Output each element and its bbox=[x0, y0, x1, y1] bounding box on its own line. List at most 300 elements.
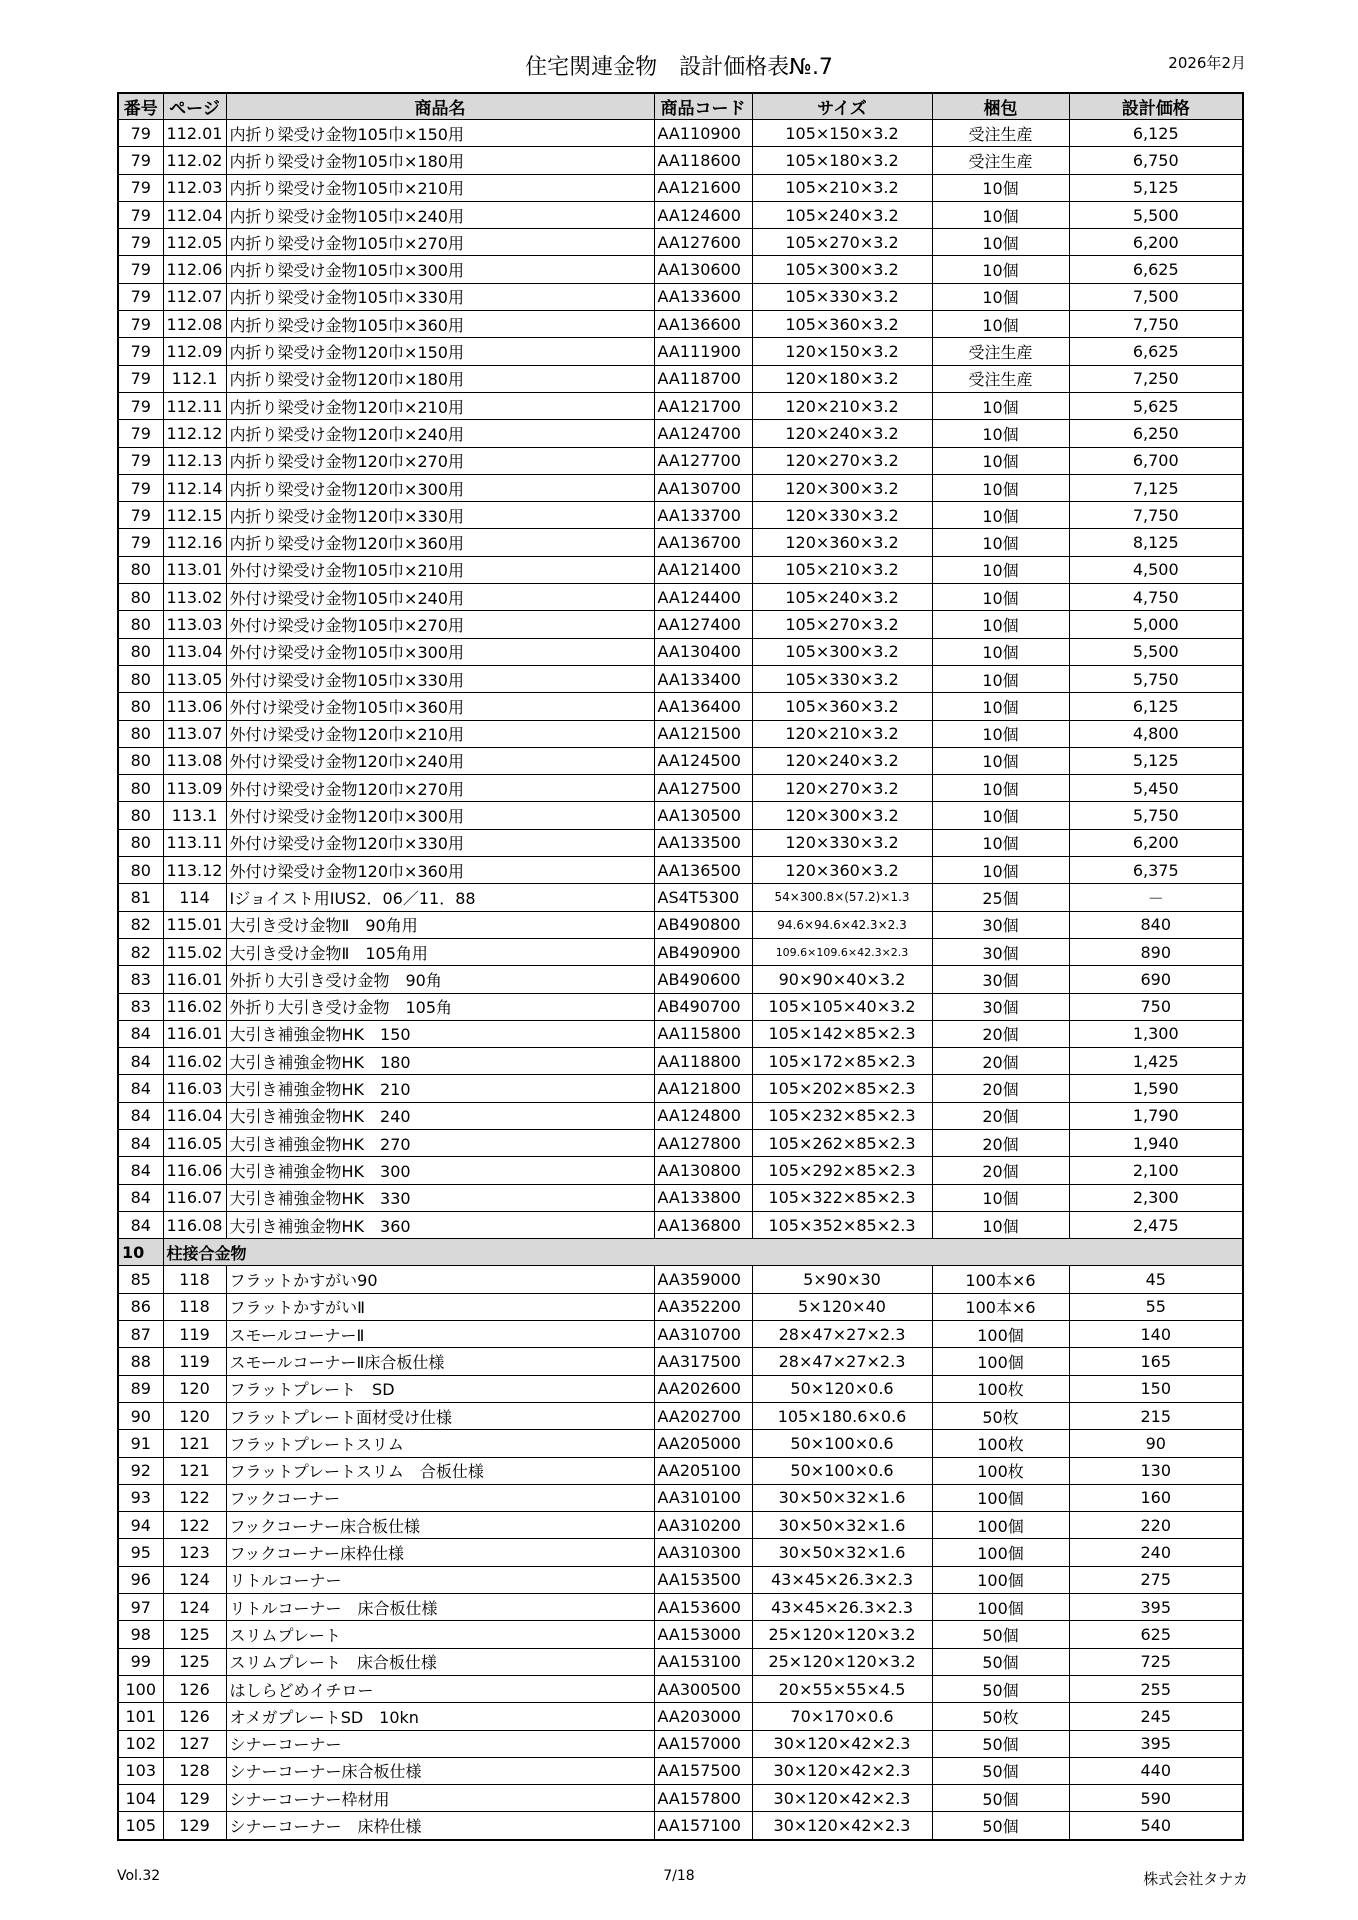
table-row bbox=[118, 1375, 1243, 1402]
cell-packing: 10個 bbox=[932, 829, 1069, 856]
cell-product-code: AA153100 bbox=[654, 1648, 752, 1675]
cell-product-name: 内折り梁受け金物120巾×300用 bbox=[226, 474, 654, 501]
cell-page: 124 bbox=[163, 1594, 226, 1621]
cell-size: 105×300×3.2 bbox=[752, 256, 932, 283]
cell-price: 7,125 bbox=[1069, 474, 1243, 501]
footer-company: 株式会社タナカ bbox=[1143, 1870, 1248, 1888]
cell-product-code: AB490900 bbox=[654, 938, 752, 965]
table-row bbox=[118, 1348, 1243, 1375]
cell-price: 395 bbox=[1069, 1730, 1243, 1757]
cell-price: 7,250 bbox=[1069, 365, 1243, 392]
cell-product-name: 外付け梁受け金物120巾×360用 bbox=[226, 857, 654, 884]
cell-product-name: 大引き補強金物HK 300 bbox=[226, 1157, 654, 1184]
cell-price: 6,250 bbox=[1069, 420, 1243, 447]
cell-number: 93 bbox=[118, 1484, 163, 1511]
cell-price: 215 bbox=[1069, 1402, 1243, 1429]
cell-product-name: 内折り梁受け金物105巾×210用 bbox=[226, 174, 654, 201]
cell-packing: 25個 bbox=[932, 884, 1069, 911]
cell-price: 690 bbox=[1069, 966, 1243, 993]
cell-product-name: 大引き受け金物Ⅱ 105角用 bbox=[226, 938, 654, 965]
table-row bbox=[118, 1484, 1243, 1511]
cell-price: 90 bbox=[1069, 1430, 1243, 1457]
cell-page: 113.12 bbox=[163, 857, 226, 884]
cell-product-code: AA133600 bbox=[654, 283, 752, 310]
cell-price: 220 bbox=[1069, 1512, 1243, 1539]
cell-product-name: 内折り梁受け金物105巾×270用 bbox=[226, 229, 654, 256]
cell-packing: 100個 bbox=[932, 1539, 1069, 1566]
table-row bbox=[118, 447, 1243, 474]
cell-price: 2,475 bbox=[1069, 1211, 1243, 1238]
cell-product-code: AA121500 bbox=[654, 720, 752, 747]
cell-product-code: AA127500 bbox=[654, 775, 752, 802]
cell-page: 112.03 bbox=[163, 174, 226, 201]
cell-size: 50×100×0.6 bbox=[752, 1430, 932, 1457]
cell-product-code: AA202600 bbox=[654, 1375, 752, 1402]
cell-number: 101 bbox=[118, 1703, 163, 1730]
cell-number: 88 bbox=[118, 1348, 163, 1375]
cell-price: 725 bbox=[1069, 1648, 1243, 1675]
cell-product-name: 外付け梁受け金物120巾×300用 bbox=[226, 802, 654, 829]
section-header-row bbox=[118, 1239, 1243, 1266]
cell-price: 255 bbox=[1069, 1675, 1243, 1702]
cell-product-name: フラットプレートスリム bbox=[226, 1430, 654, 1457]
cell-size: 105×202×85×2.3 bbox=[752, 1075, 932, 1102]
cell-product-name: フラットかすがい90 bbox=[226, 1266, 654, 1293]
cell-size: 120×360×3.2 bbox=[752, 529, 932, 556]
cell-price: 395 bbox=[1069, 1594, 1243, 1621]
cell-page: 116.05 bbox=[163, 1129, 226, 1156]
cell-product-code: AA157100 bbox=[654, 1812, 752, 1840]
cell-product-code: AA310700 bbox=[654, 1321, 752, 1348]
cell-price: 840 bbox=[1069, 911, 1243, 938]
cell-price: 625 bbox=[1069, 1621, 1243, 1648]
cell-packing: 10個 bbox=[932, 802, 1069, 829]
cell-product-name: シナーコーナー枠材用 bbox=[226, 1785, 654, 1812]
cell-product-name: フックコーナー bbox=[226, 1484, 654, 1511]
cell-packing: 10個 bbox=[932, 502, 1069, 529]
table-row bbox=[118, 392, 1243, 419]
price-table bbox=[117, 92, 1244, 1841]
cell-packing: 10個 bbox=[932, 638, 1069, 665]
cell-product-code: AA203000 bbox=[654, 1703, 752, 1730]
cell-product-code: AA359000 bbox=[654, 1266, 752, 1293]
cell-number: 82 bbox=[118, 938, 163, 965]
cell-size: 50×120×0.6 bbox=[752, 1375, 932, 1402]
cell-page: 112.02 bbox=[163, 147, 226, 174]
table-row bbox=[118, 1512, 1243, 1539]
cell-number: 94 bbox=[118, 1512, 163, 1539]
table-row bbox=[118, 693, 1243, 720]
table-row bbox=[118, 338, 1243, 365]
cell-number: 89 bbox=[118, 1375, 163, 1402]
cell-size: 105×270×3.2 bbox=[752, 229, 932, 256]
cell-page: 116.01 bbox=[163, 1020, 226, 1047]
cell-price: 2,300 bbox=[1069, 1184, 1243, 1211]
table-row bbox=[118, 1566, 1243, 1593]
cell-size: 120×240×3.2 bbox=[752, 747, 932, 774]
table-row bbox=[118, 147, 1243, 174]
table-body bbox=[118, 120, 1243, 1840]
cell-product-name: フラットかすがいⅡ bbox=[226, 1293, 654, 1320]
table-row bbox=[118, 1321, 1243, 1348]
cell-page: 112.04 bbox=[163, 201, 226, 228]
cell-packing: 受注生産 bbox=[932, 147, 1069, 174]
cell-price: 1,590 bbox=[1069, 1075, 1243, 1102]
cell-product-name: 内折り梁受け金物120巾×150用 bbox=[226, 338, 654, 365]
cell-number: 99 bbox=[118, 1648, 163, 1675]
cell-product-name: 大引き補強金物HK 150 bbox=[226, 1020, 654, 1047]
cell-number: 83 bbox=[118, 966, 163, 993]
cell-product-name: スモールコーナーⅡ床合板仕様 bbox=[226, 1348, 654, 1375]
table-row bbox=[118, 1293, 1243, 1320]
cell-packing: 50個 bbox=[932, 1812, 1069, 1840]
cell-price: 160 bbox=[1069, 1484, 1243, 1511]
col-header-number: 番号 bbox=[118, 93, 163, 120]
cell-packing: 30個 bbox=[932, 938, 1069, 965]
cell-product-code: AA115800 bbox=[654, 1020, 752, 1047]
section-title: 柱接合金物 bbox=[163, 1239, 1243, 1266]
cell-product-name: 内折り梁受け金物120巾×210用 bbox=[226, 392, 654, 419]
cell-size: 120×330×3.2 bbox=[752, 502, 932, 529]
cell-number: 100 bbox=[118, 1675, 163, 1702]
footer-page-number: 7/18 bbox=[663, 1868, 695, 1884]
cell-price: 2,100 bbox=[1069, 1157, 1243, 1184]
cell-page: 116.06 bbox=[163, 1157, 226, 1184]
cell-product-name: はしらどめイチロー bbox=[226, 1675, 654, 1702]
cell-packing: 10個 bbox=[932, 529, 1069, 556]
table-row bbox=[118, 283, 1243, 310]
cell-page: 122 bbox=[163, 1484, 226, 1511]
cell-page: 116.04 bbox=[163, 1102, 226, 1129]
cell-product-code: AA121800 bbox=[654, 1075, 752, 1102]
cell-size: 30×50×32×1.6 bbox=[752, 1512, 932, 1539]
cell-product-name: スリムプレート 床合板仕様 bbox=[226, 1648, 654, 1675]
cell-product-name: 内折り梁受け金物105巾×150用 bbox=[226, 120, 654, 147]
cell-page: 112.11 bbox=[163, 392, 226, 419]
cell-price: 5,450 bbox=[1069, 775, 1243, 802]
cell-page: 120 bbox=[163, 1375, 226, 1402]
cell-page: 125 bbox=[163, 1648, 226, 1675]
cell-product-code: AA310200 bbox=[654, 1512, 752, 1539]
cell-product-name: 外付け梁受け金物105巾×360用 bbox=[226, 693, 654, 720]
cell-number: 79 bbox=[118, 174, 163, 201]
cell-size: 105×180×3.2 bbox=[752, 147, 932, 174]
cell-packing: 30個 bbox=[932, 993, 1069, 1020]
cell-price: 1,425 bbox=[1069, 1048, 1243, 1075]
cell-page: 116.01 bbox=[163, 966, 226, 993]
cell-page: 126 bbox=[163, 1675, 226, 1702]
cell-packing: 10個 bbox=[932, 392, 1069, 419]
cell-product-name: 大引き補強金物HK 270 bbox=[226, 1129, 654, 1156]
cell-number: 79 bbox=[118, 283, 163, 310]
cell-number: 84 bbox=[118, 1048, 163, 1075]
cell-packing: 100個 bbox=[932, 1484, 1069, 1511]
cell-size: 120×360×3.2 bbox=[752, 857, 932, 884]
cell-page: 121 bbox=[163, 1457, 226, 1484]
cell-page: 112.16 bbox=[163, 529, 226, 556]
cell-number: 80 bbox=[118, 665, 163, 692]
table-row bbox=[118, 1539, 1243, 1566]
cell-price: 7,750 bbox=[1069, 311, 1243, 338]
cell-packing: 100枚 bbox=[932, 1457, 1069, 1484]
cell-packing: 10個 bbox=[932, 174, 1069, 201]
table-row bbox=[118, 1730, 1243, 1757]
cell-size: 25×120×120×3.2 bbox=[752, 1648, 932, 1675]
cell-product-code: AA300500 bbox=[654, 1675, 752, 1702]
table-row bbox=[118, 1757, 1243, 1784]
cell-number: 79 bbox=[118, 529, 163, 556]
cell-number: 91 bbox=[118, 1430, 163, 1457]
cell-price: 6,125 bbox=[1069, 120, 1243, 147]
cell-product-code: AA121600 bbox=[654, 174, 752, 201]
cell-number: 103 bbox=[118, 1757, 163, 1784]
cell-product-name: フックコーナー床合板仕様 bbox=[226, 1512, 654, 1539]
cell-size: 105×210×3.2 bbox=[752, 174, 932, 201]
cell-size: 109.6×109.6×42.3×2.3 bbox=[752, 938, 932, 965]
cell-size: 105×240×3.2 bbox=[752, 584, 932, 611]
table-row bbox=[118, 747, 1243, 774]
cell-size: 105×322×85×2.3 bbox=[752, 1184, 932, 1211]
table-row bbox=[118, 1703, 1243, 1730]
cell-number: 80 bbox=[118, 693, 163, 720]
cell-product-name: 大引き補強金物HK 360 bbox=[226, 1211, 654, 1238]
cell-number: 80 bbox=[118, 857, 163, 884]
col-header-page: ページ bbox=[163, 93, 226, 120]
cell-page: 113.11 bbox=[163, 829, 226, 856]
cell-packing: 100枚 bbox=[932, 1375, 1069, 1402]
cell-packing: 10個 bbox=[932, 747, 1069, 774]
cell-number: 82 bbox=[118, 911, 163, 938]
cell-number: 79 bbox=[118, 447, 163, 474]
cell-size: 54×300.8×(57.2)×1.3 bbox=[752, 884, 932, 911]
cell-price: 245 bbox=[1069, 1703, 1243, 1730]
page-title: 住宅関連金物 設計価格表№.7 bbox=[525, 55, 833, 80]
cell-product-name: 外付け梁受け金物120巾×270用 bbox=[226, 775, 654, 802]
cell-product-name: 大引き補強金物HK 240 bbox=[226, 1102, 654, 1129]
cell-price: 4,800 bbox=[1069, 720, 1243, 747]
cell-price: 750 bbox=[1069, 993, 1243, 1020]
cell-page: 112.13 bbox=[163, 447, 226, 474]
cell-number: 80 bbox=[118, 584, 163, 611]
cell-size: 105×150×3.2 bbox=[752, 120, 932, 147]
col-header-price: 設計価格 bbox=[1069, 93, 1243, 120]
cell-size: 105×262×85×2.3 bbox=[752, 1129, 932, 1156]
cell-number: 79 bbox=[118, 229, 163, 256]
cell-size: 43×45×26.3×2.3 bbox=[752, 1566, 932, 1593]
cell-size: 30×120×42×2.3 bbox=[752, 1730, 932, 1757]
cell-number: 79 bbox=[118, 420, 163, 447]
table-row bbox=[118, 529, 1243, 556]
cell-price: 165 bbox=[1069, 1348, 1243, 1375]
cell-number: 80 bbox=[118, 556, 163, 583]
cell-size: 105×360×3.2 bbox=[752, 693, 932, 720]
cell-size: 120×150×3.2 bbox=[752, 338, 932, 365]
cell-price: 6,625 bbox=[1069, 256, 1243, 283]
cell-number: 97 bbox=[118, 1594, 163, 1621]
cell-number: 84 bbox=[118, 1157, 163, 1184]
cell-price: 130 bbox=[1069, 1457, 1243, 1484]
table-row bbox=[118, 938, 1243, 965]
cell-size: 105×105×40×3.2 bbox=[752, 993, 932, 1020]
cell-price: 540 bbox=[1069, 1812, 1243, 1840]
cell-page: 112.05 bbox=[163, 229, 226, 256]
cell-size: 105×300×3.2 bbox=[752, 638, 932, 665]
cell-packing: 50個 bbox=[932, 1757, 1069, 1784]
cell-size: 105×352×85×2.3 bbox=[752, 1211, 932, 1238]
cell-product-code: AB490800 bbox=[654, 911, 752, 938]
cell-size: 25×120×120×3.2 bbox=[752, 1621, 932, 1648]
cell-packing: 30個 bbox=[932, 911, 1069, 938]
cell-size: 120×210×3.2 bbox=[752, 392, 932, 419]
cell-size: 5×120×40 bbox=[752, 1293, 932, 1320]
table-row bbox=[118, 1621, 1243, 1648]
table-row bbox=[118, 365, 1243, 392]
cell-packing: 10個 bbox=[932, 1211, 1069, 1238]
cell-size: 105×172×85×2.3 bbox=[752, 1048, 932, 1075]
cell-size: 20×55×55×4.5 bbox=[752, 1675, 932, 1702]
cell-packing: 50枚 bbox=[932, 1703, 1069, 1730]
cell-product-name: 外折り大引き受け金物 90角 bbox=[226, 966, 654, 993]
cell-size: 120×300×3.2 bbox=[752, 802, 932, 829]
cell-product-name: スモールコーナーⅡ bbox=[226, 1321, 654, 1348]
cell-number: 95 bbox=[118, 1539, 163, 1566]
cell-price: 890 bbox=[1069, 938, 1243, 965]
cell-price: 240 bbox=[1069, 1539, 1243, 1566]
cell-page: 112.08 bbox=[163, 311, 226, 338]
cell-packing: 10個 bbox=[932, 311, 1069, 338]
cell-product-code: AA352200 bbox=[654, 1293, 752, 1320]
cell-number: 84 bbox=[118, 1211, 163, 1238]
cell-page: 113.02 bbox=[163, 584, 226, 611]
cell-product-name: Iジョイスト用IUS2．06／11．88 bbox=[226, 884, 654, 911]
cell-product-code: AA124600 bbox=[654, 201, 752, 228]
table-row bbox=[118, 1129, 1243, 1156]
cell-price: 1,300 bbox=[1069, 1020, 1243, 1047]
col-header-size: サイズ bbox=[752, 93, 932, 120]
cell-packing: 50個 bbox=[932, 1785, 1069, 1812]
cell-product-code: AA124400 bbox=[654, 584, 752, 611]
cell-number: 84 bbox=[118, 1075, 163, 1102]
cell-page: 112.09 bbox=[163, 338, 226, 365]
cell-size: 105×292×85×2.3 bbox=[752, 1157, 932, 1184]
cell-page: 113.08 bbox=[163, 747, 226, 774]
table-row bbox=[118, 1211, 1243, 1238]
cell-product-code: AA121400 bbox=[654, 556, 752, 583]
cell-size: 105×360×3.2 bbox=[752, 311, 932, 338]
cell-size: 105×142×85×2.3 bbox=[752, 1020, 932, 1047]
cell-product-name: シナーコーナー 床枠仕様 bbox=[226, 1812, 654, 1840]
table-row bbox=[118, 1102, 1243, 1129]
table-row bbox=[118, 1020, 1243, 1047]
cell-number: 79 bbox=[118, 474, 163, 501]
cell-product-name: 内折り梁受け金物105巾×180用 bbox=[226, 147, 654, 174]
cell-product-name: 大引き補強金物HK 180 bbox=[226, 1048, 654, 1075]
cell-product-code: AA127400 bbox=[654, 611, 752, 638]
cell-product-name: シナーコーナー床合板仕様 bbox=[226, 1757, 654, 1784]
table-row bbox=[118, 1594, 1243, 1621]
cell-packing: 10個 bbox=[932, 556, 1069, 583]
cell-page: 115.02 bbox=[163, 938, 226, 965]
cell-number: 96 bbox=[118, 1566, 163, 1593]
table-row bbox=[118, 584, 1243, 611]
cell-page: 112.01 bbox=[163, 120, 226, 147]
cell-packing: 10個 bbox=[932, 256, 1069, 283]
cell-size: 43×45×26.3×2.3 bbox=[752, 1594, 932, 1621]
table-row bbox=[118, 1785, 1243, 1812]
cell-page: 116.08 bbox=[163, 1211, 226, 1238]
cell-size: 30×50×32×1.6 bbox=[752, 1539, 932, 1566]
table-row bbox=[118, 201, 1243, 228]
cell-size: 94.6×94.6×42.3×2.3 bbox=[752, 911, 932, 938]
cell-page: 124 bbox=[163, 1566, 226, 1593]
table-row bbox=[118, 1402, 1243, 1429]
cell-size: 30×120×42×2.3 bbox=[752, 1757, 932, 1784]
cell-size: 105×210×3.2 bbox=[752, 556, 932, 583]
cell-packing: 20個 bbox=[932, 1157, 1069, 1184]
table-row bbox=[118, 1157, 1243, 1184]
table-row bbox=[118, 638, 1243, 665]
cell-page: 112.15 bbox=[163, 502, 226, 529]
cell-number: 86 bbox=[118, 1293, 163, 1320]
cell-price: 140 bbox=[1069, 1321, 1243, 1348]
cell-product-code: AA118700 bbox=[654, 365, 752, 392]
cell-product-code: AA136800 bbox=[654, 1211, 752, 1238]
cell-product-name: 内折り梁受け金物120巾×360用 bbox=[226, 529, 654, 556]
cell-number: 80 bbox=[118, 747, 163, 774]
cell-packing: 100個 bbox=[932, 1512, 1069, 1539]
cell-packing: 100本×6 bbox=[932, 1293, 1069, 1320]
cell-product-code: AA124700 bbox=[654, 420, 752, 447]
cell-page: 121 bbox=[163, 1430, 226, 1457]
cell-number: 79 bbox=[118, 365, 163, 392]
cell-product-code: AA157500 bbox=[654, 1757, 752, 1784]
cell-product-code: AA111900 bbox=[654, 338, 752, 365]
cell-packing: 10個 bbox=[932, 229, 1069, 256]
cell-product-name: 大引き補強金物HK 210 bbox=[226, 1075, 654, 1102]
cell-page: 119 bbox=[163, 1348, 226, 1375]
cell-product-code: AA157000 bbox=[654, 1730, 752, 1757]
cell-page: 112.07 bbox=[163, 283, 226, 310]
table-header-row bbox=[118, 93, 1243, 120]
cell-number: 104 bbox=[118, 1785, 163, 1812]
cell-price: 275 bbox=[1069, 1566, 1243, 1593]
cell-product-name: 外付け梁受け金物105巾×300用 bbox=[226, 638, 654, 665]
cell-page: 113.07 bbox=[163, 720, 226, 747]
cell-product-code: AA310300 bbox=[654, 1539, 752, 1566]
cell-number: 79 bbox=[118, 338, 163, 365]
cell-number: 90 bbox=[118, 1402, 163, 1429]
table-row bbox=[118, 665, 1243, 692]
cell-product-code: AA136700 bbox=[654, 529, 752, 556]
cell-packing: 20個 bbox=[932, 1075, 1069, 1102]
cell-packing: 20個 bbox=[932, 1102, 1069, 1129]
cell-packing: 10個 bbox=[932, 857, 1069, 884]
cell-price: 6,625 bbox=[1069, 338, 1243, 365]
cell-packing: 受注生産 bbox=[932, 120, 1069, 147]
cell-product-code: AA133500 bbox=[654, 829, 752, 856]
col-header-product-name: 商品名 bbox=[226, 93, 654, 120]
cell-size: 30×120×42×2.3 bbox=[752, 1785, 932, 1812]
cell-product-name: 大引き受け金物Ⅱ 90角用 bbox=[226, 911, 654, 938]
cell-price: 5,750 bbox=[1069, 802, 1243, 829]
cell-size: 120×240×3.2 bbox=[752, 420, 932, 447]
cell-product-code: AB490700 bbox=[654, 993, 752, 1020]
cell-product-code: AA133400 bbox=[654, 665, 752, 692]
cell-product-name: フラットプレート SD bbox=[226, 1375, 654, 1402]
cell-packing: 50個 bbox=[932, 1648, 1069, 1675]
cell-page: 113.05 bbox=[163, 665, 226, 692]
cell-page: 113.1 bbox=[163, 802, 226, 829]
